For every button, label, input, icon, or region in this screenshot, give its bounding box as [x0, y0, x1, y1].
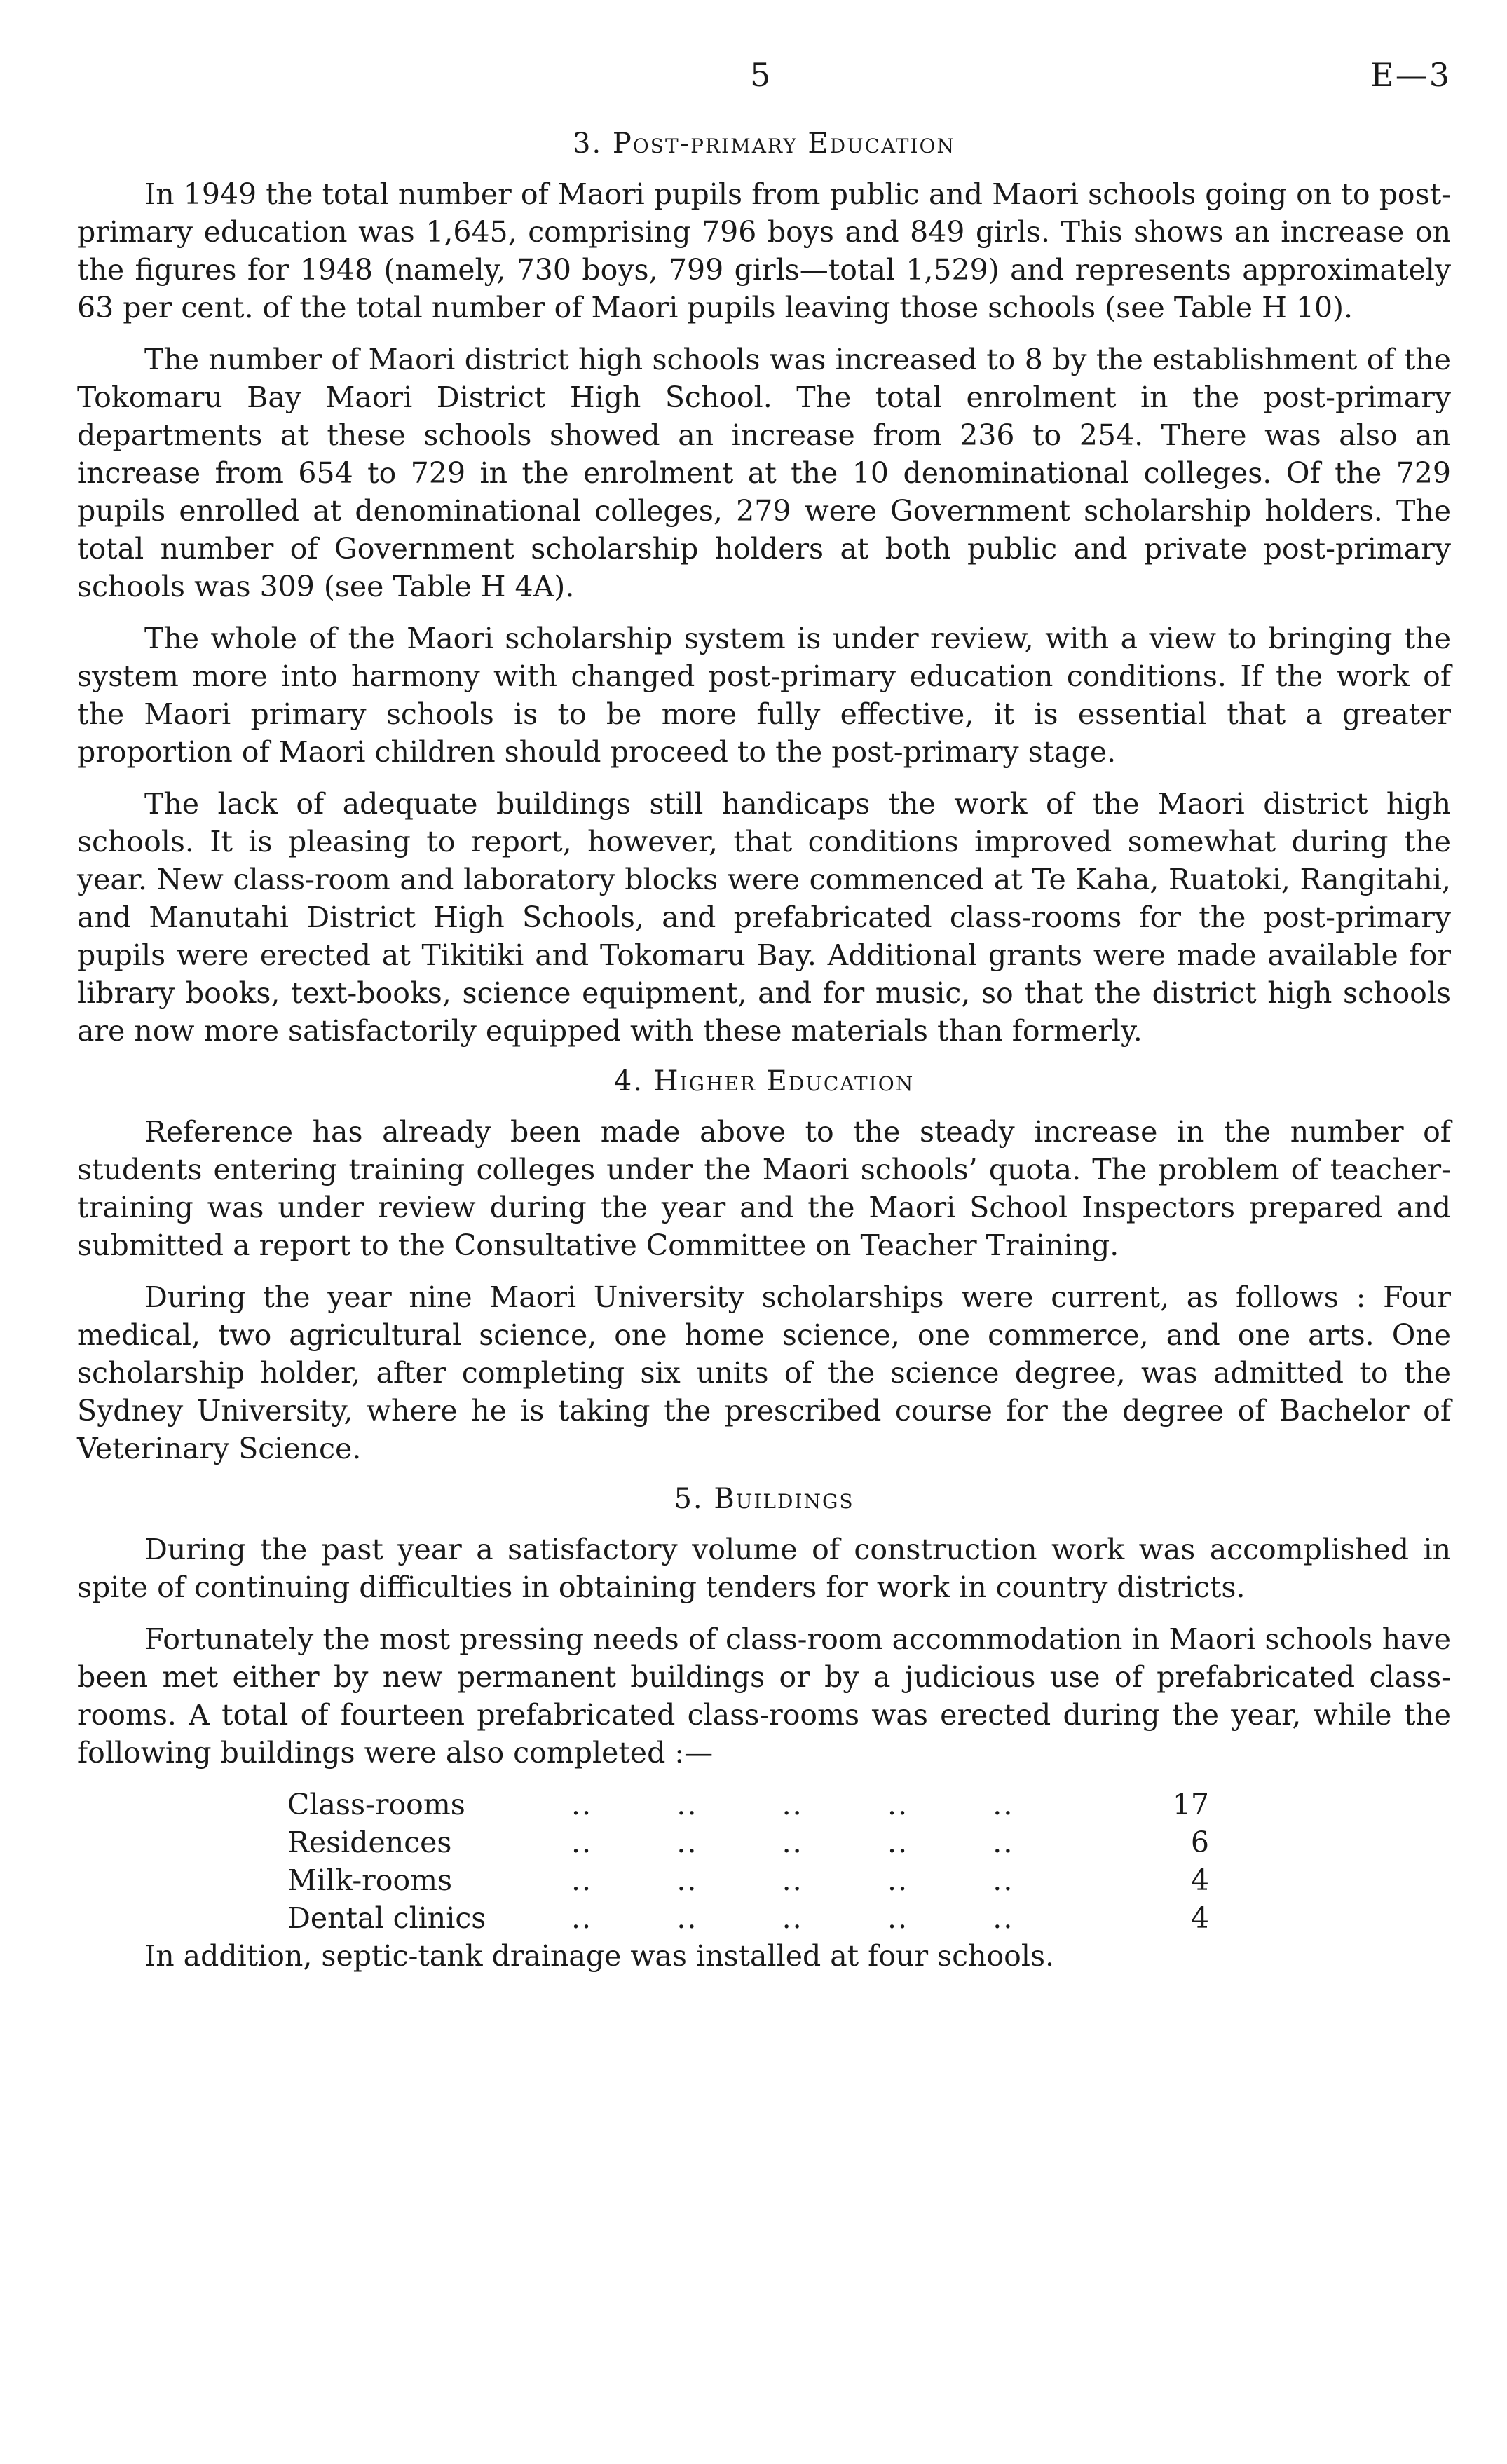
page-number: 5: [750, 56, 771, 94]
document-reference: E—3: [1370, 56, 1451, 94]
section-heading: 4. Higher Education: [613, 1065, 915, 1097]
table-row: [287, 1786, 1209, 1823]
section-post-primary-education: [77, 128, 1451, 1050]
paragraph: During the past year a satisfactory volume of construction work was accomplished in spite of continuing difficulties in obtaining tenders for work in country districts.: [77, 1533, 1451, 1604]
table-cell-label: Residences: [287, 1826, 452, 1859]
paragraph: Fortunately the most pressing needs of class-room accommodation in Maori schools have been met either by new permanent buildings or by a judicious use of prefabricated class-rooms. A total of fourteen prefabricated class-rooms was erected during the year, while the following buildings were also completed :—: [77, 1622, 1451, 1770]
table-cell-leader: .. .. .. .. ..: [571, 1788, 1014, 1821]
table-row: [287, 1823, 1209, 1861]
section-heading: 3. Post-primary Education: [573, 128, 955, 160]
table-row: [287, 1861, 1209, 1899]
section-buildings: [77, 1483, 1451, 1975]
table-cell-value: 6: [1190, 1826, 1209, 1859]
paragraph: In 1949 the total number of Maori pupils from public and Maori schools going on to post-primary education was 1,645, comprising 796 boys and 849 girls. This shows an increase on the figures for 1948 (namely, 730 boys, 799 girls—total 1,529) and represents approximately 63 per cent. of the total number of Maori pupils leaving those schools (see Table H 10).: [77, 177, 1451, 324]
table-cell-value: 4: [1190, 1901, 1209, 1935]
paragraph: During the year nine Maori University scholarships were current, as follows : Four medical, two agricultural science, one home science, one commerce, and one arts. One scholarship holder, after completing six units of the science degree, was admitted to the Sydney University, where he is taking the prescribed course for the degree of Bachelor of Veterinary Science.: [77, 1280, 1451, 1465]
paragraph: The whole of the Maori scholarship system is under review, with a view to bringing the system more into harmony with changed post-primary education conditions. If the work of the Maori primary schools is to be more fully effective, it is essential that a greater proportion of Maori children should proceed to the post-primary stage.: [77, 622, 1451, 769]
paragraph: The lack of adequate buildings still handicaps the work of the Maori district high schools. It is pleasing to report, however, that conditions improved somewhat during the year. New class-room and laboratory blocks were commenced at Te Kaha, Ruatoki, Rangitahi, and Manutahi District High Schools, and prefabricated class-rooms for the post-primary pupils were erected at Tikitiki and Tokomaru Bay. Additional grants were made available for library books, text-books, science equipment, and for music, so that the district high schools are now more satisfactorily equipped with these materials than formerly.: [77, 787, 1451, 1048]
section-higher-education: [77, 1065, 1451, 1467]
table-cell-value: 4: [1190, 1863, 1209, 1897]
table-cell-value: 17: [1172, 1788, 1209, 1821]
paragraph: Reference has already been made above to the steady increase in the number of students entering training colleges under the Maori schools’ quota. The problem of teacher-training was under review during the year and the Maori School Inspectors prepared and submitted a report to the Consultative Committee on Teacher Training.: [77, 1115, 1451, 1262]
running-head: [77, 56, 1451, 112]
table-cell-label: Dental clinics: [287, 1901, 486, 1935]
table-cell-label: Class-rooms: [287, 1788, 465, 1821]
table-cell-leader: .. .. .. .. ..: [571, 1901, 1014, 1935]
paragraph: The number of Maori district high schools was increased to 8 by the establishment of the Tokomaru Bay Maori District High School. The total enrolment in the post-primary departments at these schools showed an increase from 236 to 254. There was also an increase from 654 to 729 in the enrolment at the 10 denominational colleges. Of the 729 pupils enrolled at denominational colleges, 279 were Government scholarship holders. The total number of Government scholarship holders at both public and private post-primary schools was 309 (see Table H 4A).: [77, 343, 1451, 603]
buildings-table: [287, 1786, 1209, 1937]
table-cell-leader: .. .. .. .. ..: [571, 1863, 1014, 1897]
table-cell-label: Milk-rooms: [287, 1863, 453, 1897]
closing-paragraph: In addition, septic-tank drainage was installed at four schools.: [144, 1939, 1055, 1973]
table-row: [287, 1899, 1209, 1937]
document-page: [77, 56, 1451, 1989]
table-cell-leader: .. .. .. .. ..: [571, 1826, 1014, 1859]
section-heading: 5. Buildings: [674, 1483, 854, 1515]
